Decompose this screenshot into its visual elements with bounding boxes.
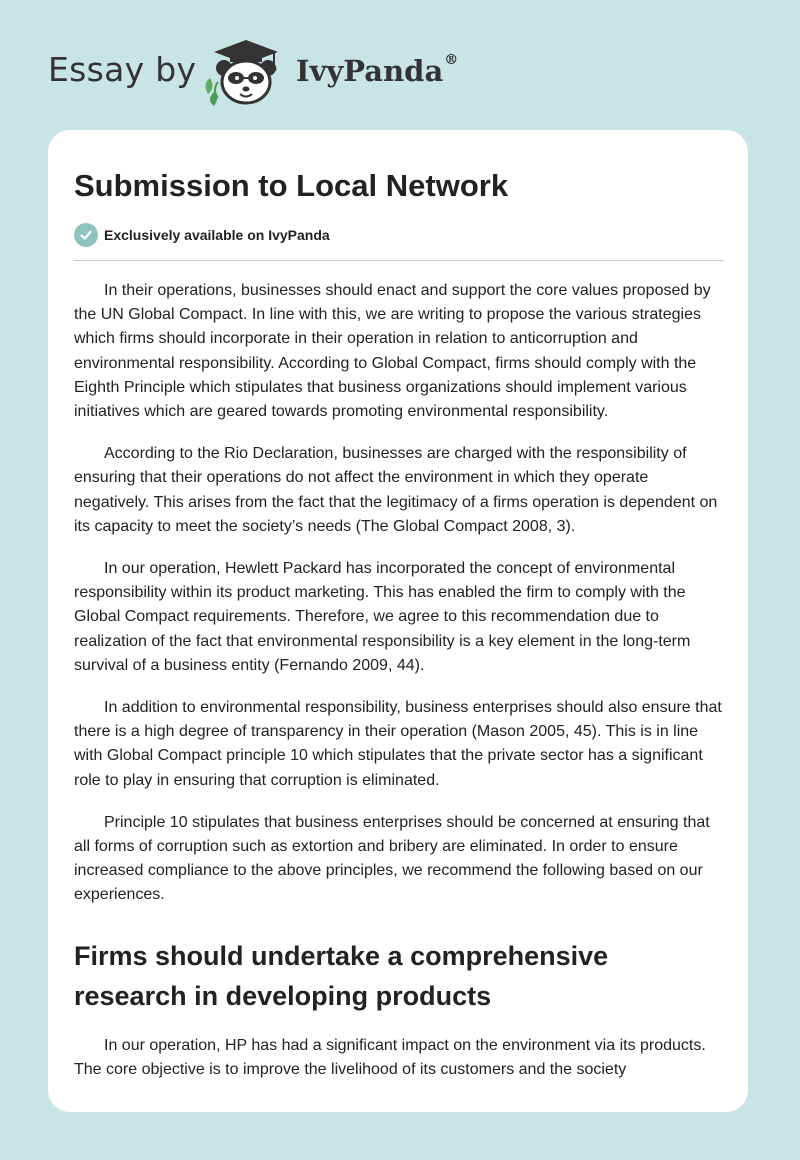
section-heading: Firms should undertake a comprehensive research in developing products [74,940,609,1011]
brand-name[interactable] [296,54,458,88]
page-title: Submission to Local Network [74,168,509,203]
check-icon [74,223,98,247]
exclusive-text: Exclusively available on IvyPanda [104,227,330,243]
essay-card [48,130,748,1112]
paragraph-2: According to the Rio Declaration, businesses are charged with the responsibility of ensuring that their operations do not affect the environment in which they operate negatively. This arises from the fact that the legitimacy of a firms operation is dependent on its capacity to meet the society’s needs (The Global Compact 2008, 3). [74,445,718,535]
exclusive-badge [74,222,724,248]
brand-label: IvyPanda [296,54,444,88]
essay-by-label: Essay by [48,50,197,89]
paragraph-6: In our operation, HP has had a significant impact on the environment via its products. The core objective is to improve the livelihood of its customers and the society [74,1036,706,1078]
paragraph-5: Principle 10 stipulates that business enterprises should be concerned at ensuring that all forms of corruption such as extortion and bribery are eliminated. In order to ensure increased compliance to the above principles, we recommend the following based on our experiences. [74,813,710,904]
divider [74,260,724,261]
ivypanda-logo-icon[interactable] [200,38,292,108]
registered-mark: ® [444,52,459,68]
paragraph-3: In our operation, Hewlett Packard has incorporated the concept of environmental responsibility within its product marketing. This has enabled the firm to comply with the Global Compact requirements. Therefore, we agree to this recommendation due to realization of the fact that environmental responsibility is a key element in the long-term survival of a business entity (Fernando 2009, 44). [74,560,691,674]
paragraph-1: In their operations, businesses should enact and support the core values proposed by the UN Global Compact. In line with this, we are writing to propose the various strategies which firms should incorporate in their operation in relation to anticorruption and environmental responsibility. According to Global Compact, firms should comply with the Eighth Principle which stipulates that business organizations should implement various initiatives which are geared towards promoting environmental responsibility. [74,282,711,421]
site-header [0,0,800,130]
essay-content [74,130,724,1082]
paragraph-4: In addition to environmental responsibility, business enterprises should also ensure that there is a high degree of transparency in their operation (Mason 2005, 45). This is in line with Global Compact principle 10 which stipulates that the private sector has a significant role to play in ensuring that corruption is eliminated. [74,699,722,789]
